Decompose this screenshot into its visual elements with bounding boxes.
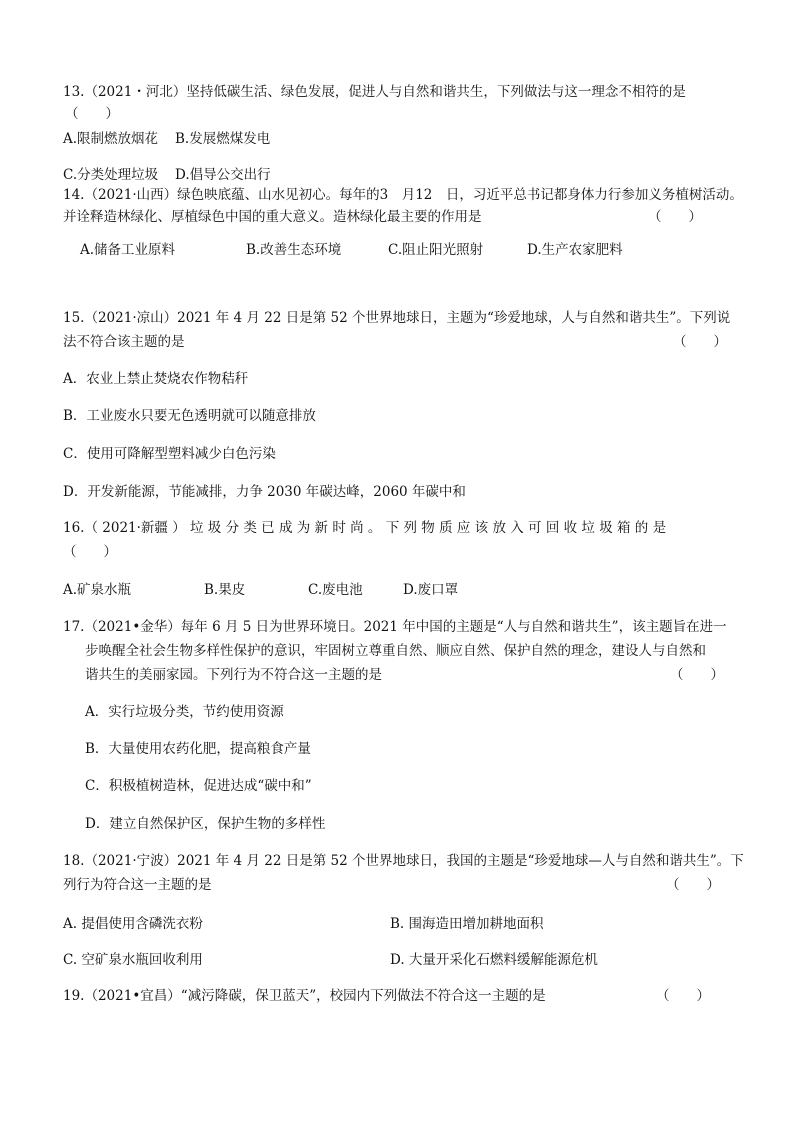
q13-option-a: A.限制燃放烟花 — [63, 131, 159, 147]
q18-option-d: D. 大量开采化石燃料缓解能源危机 — [390, 952, 598, 968]
q17-answer-paren: （ ） — [670, 667, 724, 683]
q14-option-b: B.改善生态环境 — [246, 242, 342, 258]
q17-stem-line-2: 步唤醒全社会生物多样性保护的意识，牢固树立尊重自然、顺应自然、保护自然的理念，建设人与自然和 — [85, 643, 706, 659]
q18-stem-line-2: 列行为符合这一主题的是 — [63, 877, 212, 893]
q16-option-c: C.废电池 — [308, 582, 363, 598]
q13-stem-line-1: 13.（2021・河北）坚持低碳生活、绿色发展，促进人与自然和谐共生，下列做法与这一理念不相符的是 — [63, 84, 686, 100]
q17-option-c: C．积极植树造林，促进达成“碳中和” — [85, 778, 312, 794]
q18-option-a: A. 提倡使用含磷洗衣粉 — [63, 916, 203, 932]
q18-option-b: B. 围海造田增加耕地面积 — [390, 916, 544, 932]
q14-option-d: D.生产农家肥料 — [527, 242, 623, 258]
q19-stem-line-1: 19.（2021•宜昌）“减污降碳，保卫蓝天”，校园内下列做法不符合这一主题的是 — [63, 988, 546, 1004]
q14-option-c: C.阻止阳光照射 — [388, 242, 484, 258]
q15-option-b: B．工业废水只要无色透明就可以随意排放 — [63, 408, 316, 424]
q13-stem-line-2: （ ） — [65, 106, 119, 122]
q17-stem-line-3: 谐共生的美丽家园。下列行为不符合这一主题的是 — [85, 667, 382, 683]
q15-option-a: A．农业上禁止焚烧农作物秸秆 — [63, 371, 249, 387]
q17-option-d: D．建立自然保护区，保护生物的多样性 — [85, 816, 326, 832]
q15-answer-paren: （ ） — [673, 334, 727, 350]
q17-option-b: B．大量使用农药化肥，提高粮食产量 — [85, 741, 311, 757]
q18-answer-paren: （ ） — [666, 877, 720, 893]
q17-stem-line-1: 17.（2021•金华）每年 6 月 5 日为世界环境日。2021 年中国的主题是“人与自然和谐共生”，该主题旨在进一 — [63, 619, 727, 635]
q17-option-a: A．实行垃圾分类，节约使用资源 — [85, 704, 284, 720]
q19-answer-paren: （ ） — [656, 988, 710, 1004]
q15-stem-line-2: 法不符合该主题的是 — [63, 334, 185, 350]
q16-stem-line-2: （ ） — [63, 544, 117, 560]
q16-option-b: B.果皮 — [204, 582, 246, 598]
q14-answer-paren: （ ） — [648, 209, 702, 225]
q14-stem-line-1: 14.（2021·山西）绿色映底蕴、山水见初心。每年的3 月12 日，习近平总书记都身体力行参加义务植树活动。 — [63, 187, 743, 203]
q18-option-c: C. 空矿泉水瓶回收利用 — [63, 952, 203, 968]
q14-option-a: A.储备工业原料 — [80, 242, 176, 258]
q13-option-c: C.分类处理垃圾 — [63, 167, 159, 183]
q14-stem-line-2: 并诠释造林绿化、厚植绿色中国的重大意义。造林绿化最主要的作用是 — [63, 209, 482, 225]
q16-stem-line-1: 16.（ 2021·新疆 ） 垃 圾 分 类 已 成 为 新 时 尚 。 下 列 物 质 应 该 放 入 可 回 收 垃 圾 箱 的 是 — [63, 520, 667, 536]
q15-option-d: D．开发新能源，节能减排，力争 2030 年碳达峰，2060 年碳中和 — [63, 484, 466, 500]
q16-option-d: D.废口罩 — [403, 582, 459, 598]
q15-option-c: C．使用可降解型塑料减少白色污染 — [63, 446, 276, 462]
q15-stem-line-1: 15.（2021·凉山）2021 年 4 月 22 日是第 52 个世界地球日，主题为“珍爱地球，人与自然和谐共生”。下列说 — [63, 310, 731, 326]
q18-stem-line-1: 18.（2021·宁波）2021 年 4 月 22 日是第 52 个世界地球日，我国的主题是“珍爱地球—人与自然和谐共生”。下 — [63, 853, 744, 869]
q13-option-d: D.倡导公交出行 — [175, 167, 271, 183]
q13-option-b: B.发展燃煤发电 — [175, 131, 271, 147]
q16-option-a: A.矿泉水瓶 — [63, 582, 132, 598]
